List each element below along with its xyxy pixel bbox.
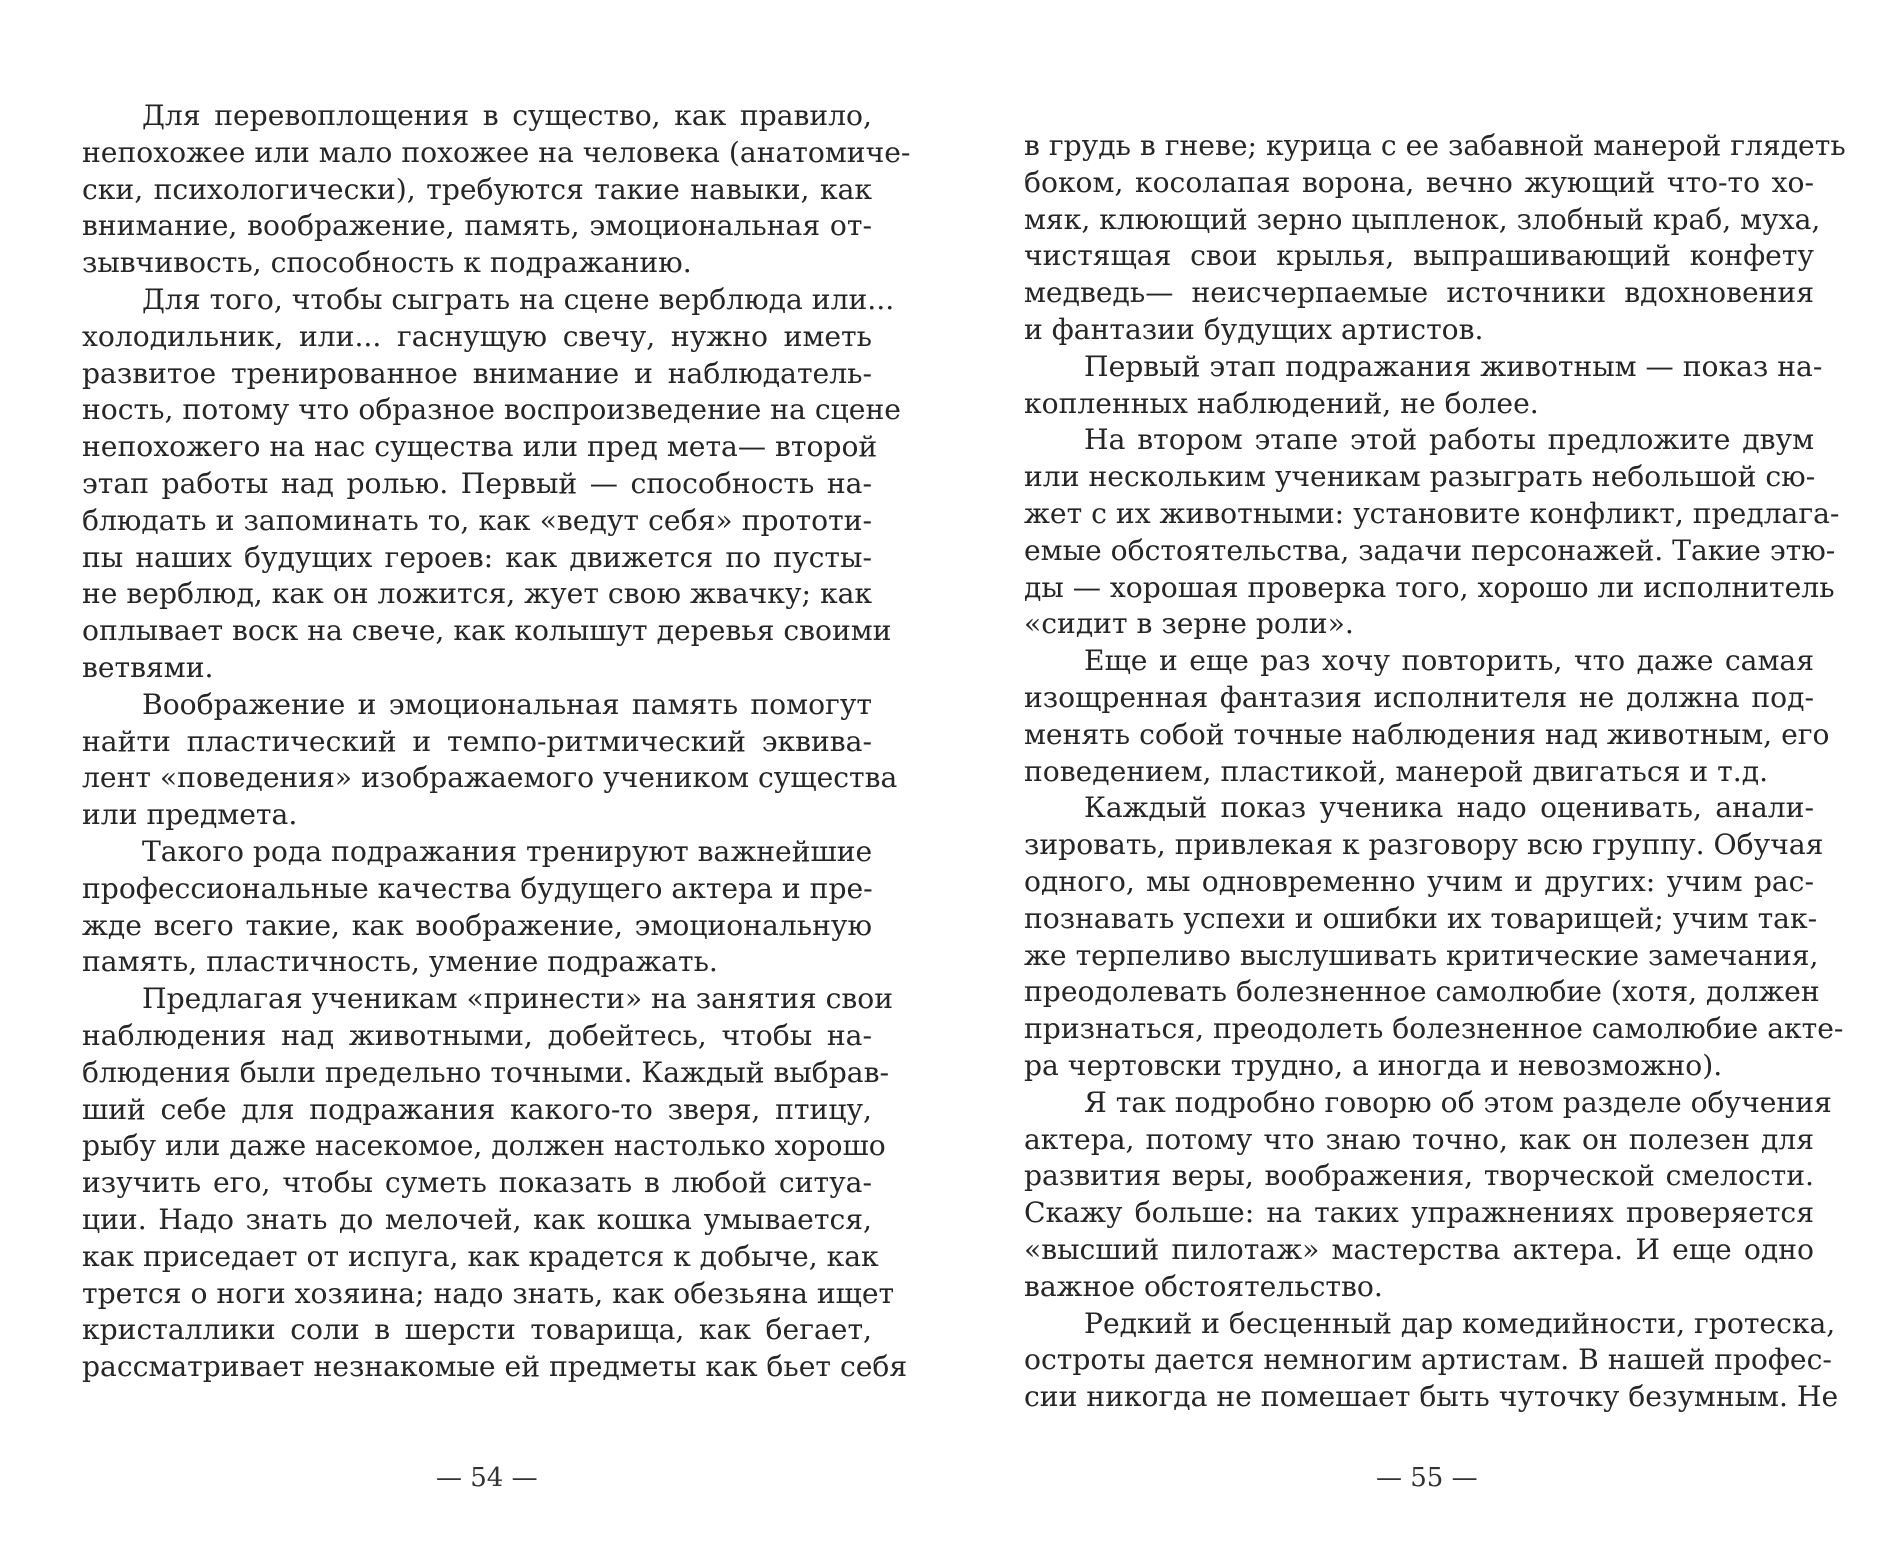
text-line: Каждый показ ученика надо оценивать, анали- [1084,791,1814,825]
text-line: наблюдения над животными, добейтесь, чтобы на- [82,1018,872,1052]
text-line: остроты дается немногим артистам. В нашей профес- [1024,1343,1832,1377]
text-line: и фантазии будущих артистов. [1024,312,1484,346]
text-line: лент «поведения» изображаемого учеником существа [82,761,898,795]
page-number-right: — 55 — [1376,1463,1478,1493]
text-line: мяк, клюющий зерно цыпленок, злобный краб, муха, [1024,202,1821,236]
text-line: поведением, пластикой, манерой двигаться и т.д. [1024,754,1769,788]
text-line: трется о ноги хозяина; надо знать, как обезьяна ищет [82,1276,895,1310]
text-line: ски, психологически), требуются такие навыки, как [82,172,872,206]
text-line: жде всего такие, как воображение, эмоциональную [82,908,872,942]
right-page-text [1024,128,1846,1416]
text-line: найти пластический и темпо-ритмический эквива- [82,724,872,758]
text-line: признаться, преодолеть болезненное самолюбие акте- [1024,1012,1844,1046]
text-line: как приседает от испуга, как крадется к добыче, как [82,1239,879,1273]
text-line: рыбу или даже насекомое, должен настолько хорошо [82,1129,886,1163]
text-line: не верблюд, как он ложится, жует свою жвачку; как [82,577,872,611]
text-line: Редкий и бесценный дар комедийности, гротеска, [1084,1306,1836,1340]
text-line: Такого рода подражания тренируют важнейшие [142,834,873,868]
text-line: непохожего на нас существа или пред мета— второй [82,430,878,464]
text-line: или нескольким ученикам разыграть небольшой сю- [1024,460,1816,494]
text-line: «сидит в зерне роли». [1024,607,1354,641]
text-line: преодолевать болезненное самолюбие (хотя, должен [1024,975,1820,1009]
text-line: одного, мы одновременно учим и других: учим рас- [1024,864,1814,898]
text-line: ды — хорошая проверка того, хорошо ли исполнитель [1024,570,1835,604]
text-line: изощренная фантазия исполнителя не должна под- [1024,680,1814,714]
text-line: пы наших будущих героев: как движется по пусты- [82,540,872,574]
right-page [948,0,1897,1558]
text-line: холодильник, или... гаснущую свечу, нужно иметь [82,319,872,353]
text-line: в грудь в гневе; курица с ее забавной манерой глядеть [1024,129,1846,162]
text-line: менять собой точные наблюдения над животным, его [1024,717,1830,751]
page-number-left: — 54 — [436,1463,538,1493]
text-line: Еще и еще раз хочу повторить, что даже самая [1084,644,1814,678]
text-line: ший себе для подражания какого-то зверя, птицу, [82,1092,872,1126]
text-line: чистящая свои крылья, выпрашивающий конфету [1024,239,1814,273]
text-line: ность, потому что образное воспроизведение на сцене [82,393,901,427]
text-line: познавать успехи и ошибки их товарищей; учим так- [1024,901,1818,935]
text-line: Для перевоплощения в существо, как правило, [142,99,872,132]
text-line: Для того, чтобы сыграть на сцене верблюда или... [142,282,895,316]
text-line: память, пластичность, умение подражать. [82,945,718,979]
text-line: сии никогда не помешает быть чуточку безумным. Не [1024,1380,1839,1414]
text-line: изучить его, чтобы суметь показать в любой ситуа- [82,1166,872,1200]
text-line: актера, потому что знаю точно, как он полезен для [1024,1122,1814,1156]
text-line: медведь— неисчерпаемые источники вдохновения [1024,276,1814,310]
text-line: «высший пилотаж» мастерства актера. И еще одно [1024,1232,1814,1266]
text-line: непохожее или мало похожее на человека (анатомиче- [82,135,911,169]
text-line: рассматривает незнакомые ей предметы как бьет себя [82,1350,908,1384]
text-line: или предмета. [82,798,298,832]
text-line: блюдения были предельно точными. Каждый выбрав- [82,1055,890,1089]
text-line: внимание, воображение, память, эмоциональная от- [82,209,872,243]
text-line: копленных наблюдений, не более. [1024,386,1539,420]
text-line: ра чертовски трудно, а иногда и невозможно). [1024,1048,1723,1082]
text-line: зывчивость, способность к подражанию. [82,246,692,280]
text-line: зировать, привлекая к разговору всю группу. Обучая [1024,828,1824,862]
text-line: же терпеливо выслушивать критические замечания, [1024,938,1819,972]
text-line: боком, косолапая ворона, вечно жующий что-то хо- [1024,165,1814,199]
text-line: этап работы над ролью. Первый — способность на- [82,466,872,500]
text-line: профессиональные качества будущего актера и пре- [82,871,873,905]
text-line: емые обстоятельства, задачи персонажей. Такие этю- [1024,533,1836,567]
text-line: оплывает воск на свече, как колышут деревья своими [82,614,892,648]
left-page-text [82,98,911,1386]
text-line: ции. Надо знать до мелочей, как кошка умывается, [82,1202,872,1236]
text-line: ветвями. [82,650,214,684]
text-line: развития веры, воображения, творческой смелости. [1024,1159,1814,1193]
left-page [0,0,948,1558]
text-line: Я так подробно говорю об этом разделе обучения [1084,1085,1832,1119]
text-line: развитое тренированное внимание и наблюдатель- [82,356,872,390]
text-line: жет с их животными: установите конфликт, предлага- [1024,496,1840,530]
text-line: кристаллики соли в шерсти товарища, как бегает, [82,1313,872,1347]
text-line: На втором этапе этой работы предложите двум [1084,423,1814,457]
text-line: Воображение и эмоциональная память помогут [142,687,872,721]
text-line: блюдать и запоминать то, как «ведут себя» прототи- [82,503,872,537]
text-line: Скажу больше: на таких упражнениях проверяется [1024,1196,1814,1230]
text-line: Первый этап подражания животным — показ на- [1084,349,1823,383]
text-line: Предлагая ученикам «принести» на занятия свои [142,982,894,1016]
text-line: важное обстоятельство. [1024,1269,1383,1303]
